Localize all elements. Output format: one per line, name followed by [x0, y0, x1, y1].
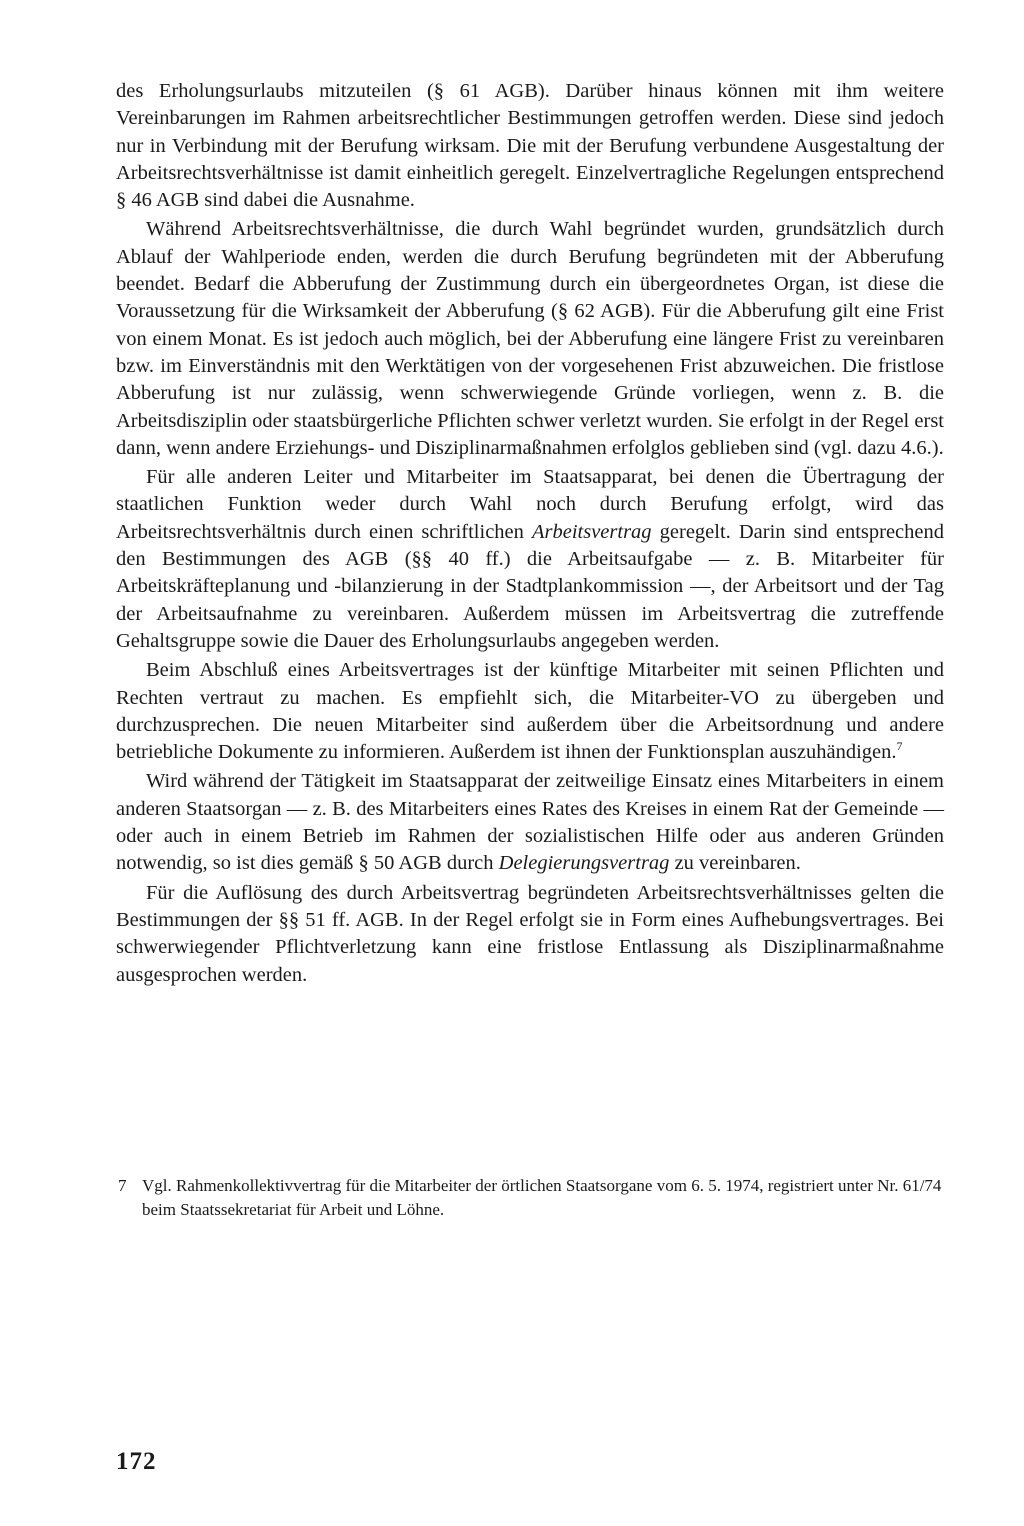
paragraph-text: Beim Abschluß eines Arbeitsvertrages ist der künftige Mitarbeiter mit seinen Pflichten und Rechten vertraut zu machen. Es empfiehlt sich, die Mitarbeiter-VO zu übergeben und durchzusprechen. Die neuen Mitarbeiter sind außerdem über die Arbeitsordnung und andere betriebliche Dokumente zu informieren. Außerdem ist ihnen der Funktionsplan auszuhändigen. [116, 659, 944, 764]
paragraph [116, 880, 944, 989]
body-text [116, 78, 944, 991]
paragraph [116, 216, 944, 462]
paragraph-text: zu vereinbaren. [669, 852, 801, 875]
footnote-number: 7 [118, 1176, 127, 1195]
emphasized-term: Arbeitsvertrag [531, 520, 652, 543]
paragraph-text: geregelt. Darin sind entsprechend den Bestimmungen des AGB (§§ 40 ff.) die Arbeitsaufgabe — z. B. Mitarbeiter für Arbeitskräfteplanung und -bilanzierung in der Stadtplankommission —, der Arbeitsort und der Tag der Arbeitsaufnahme zu vereinbaren. Außerdem müssen im Arbeitsvertrag die zutreffende Gehaltsgruppe sowie die Dauer des Erholungsurlaubs angegeben werden. [116, 520, 945, 652]
footnote-reference: 7 [896, 739, 903, 754]
footnote-text: Vgl. Rahmenkollektivvertrag für die Mitarbeiter der örtlichen Staatsorgane vom 6. 5. 1974, registriert unter Nr. 61/74 beim Staatssekretariat für Arbeit und Löhne. [142, 1176, 942, 1219]
paragraph-text: Wird während der Tätigkeit im Staatsapparat der zeitweilige Einsatz eines Mitarbeiters in einem anderen Staatsorgan — z. B. des Mitarbeiters eines Rates des Kreises in einem Rat der Gemeinde — oder auch in einem Betrieb im Rahmen der sozialistischen Hilfe oder aus anderen Gründen notwendig, so ist dies gemäß § 50 AGB durch [116, 770, 944, 875]
paragraph [116, 657, 944, 766]
paragraph [116, 464, 944, 655]
paragraph-text: des Erholungsurlaubs mitzuteilen (§ 61 AGB). Darüber hinaus können mit ihm weitere Vereinbarungen im Rahmen arbeitsrechtlicher Bestimmungen getroffen werden. Diese sind jedoch nur in Verbindung mit der Berufung wirksam. Die mit der Berufung verbundene Ausgestaltung der Arbeitsrechtsverhältnisse ist damit einheitlich geregelt. Einzelvertragliche Regelungen entsprechend § 46 AGB sind dabei die Ausnahme. [116, 80, 944, 212]
emphasized-term: Delegierungsvertrag [498, 852, 670, 875]
paragraph [116, 78, 944, 214]
page-number: 172 [116, 1448, 157, 1475]
footnote [116, 1174, 944, 1222]
paragraph [116, 768, 944, 877]
paragraph-text: Für die Auflösung des durch Arbeitsvertrag begründeten Arbeitsrechtsverhältnisses gelten die Bestimmungen der §§ 51 ff. AGB. In der Regel erfolgt sie in Form eines Aufhebungsvertrages. Bei schwerwiegender Pflichtverletzung kann eine fristlose Entlassung als Disziplinarmaßnahme ausgesprochen werden. [116, 881, 944, 986]
paragraph-text: Während Arbeitsrechtsverhältnisse, die durch Wahl begründet wurden, grundsätzlich durch Ablauf der Wahlperiode enden, werden die durch Berufung begründeten mit der Abberufung beendet. Bedarf die Abberufung der Zustimmung durch ein übergeordnetes Organ, ist diese die Voraussetzung für die Wirksamkeit der Abberufung (§ 62 AGB). Für die Abberufung gilt eine Frist von einem Monat. Es ist jedoch auch möglich, bei der Abberufung eine längere Frist zu vereinbaren bzw. im Einverständnis mit den Werktätigen von der vorgesehenen Frist abzuweichen. Die fristlose Abberufung ist nur zulässig, wenn schwerwiegende Gründe vorliegen, wenn z. B. die Arbeitsdisziplin oder staatsbürgerliche Pflichten schwer verletzt wurden. Sie erfolgt in der Regel erst dann, wenn andere Erziehungs- und Disziplinarmaßnahmen erfolglos geblieben sind (vgl. dazu 4.6.). [116, 218, 944, 459]
paragraph-text: Für alle anderen Leiter und Mitarbeiter im Staatsapparat, bei denen die Übertragung der staatlichen Funktion weder durch Wahl noch durch Berufung erfolgt, wird das Arbeitsrechtsverhältnis durch einen schriftlichen [116, 466, 944, 543]
